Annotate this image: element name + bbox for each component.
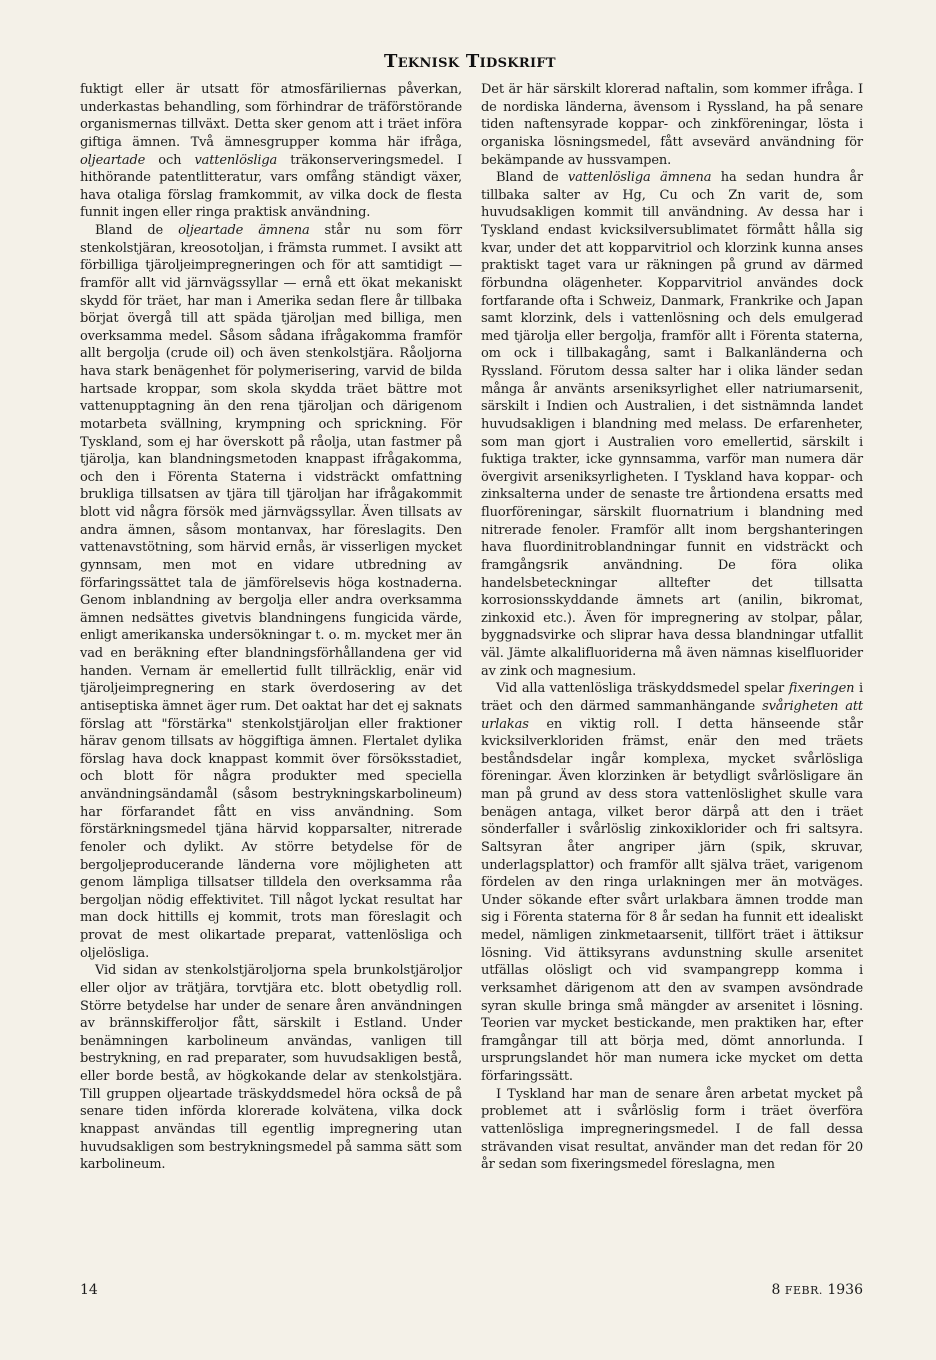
right-paragraph-4: I Tyskland har man de senare åren arbetat mycket på problemet att i svårlöslig form i träet överföra vattenlösliga impregneringsmedel. I de fall dessa strävanden visat resultat, använder man det redan för 20 år sedan som fixeringsmedel föreslagna, men <box>481 1086 863 1173</box>
issue-date: 8 FEBR. 1936 <box>771 1282 863 1298</box>
page-number: 14 <box>80 1282 98 1298</box>
right-column <box>481 81 863 1174</box>
right-paragraph-3: Vid alla vattenlösliga träskyddsmedel spelar fixeringen i träet och den därmed sammanhängande svårigheten att urlakas en viktig roll. I detta hänseende står kvicksilverkloriden främst, enär den med träets beståndsdelar ingår komplexa, mycket svårlösliga föreningar. Även klorzinken är betydligt svårlösligare än man på grund av dess stora vattenlöslighet skulle vara benägen antaga, vilket beror därpå att den i träet sönderfaller i svårlöslig zinkoxiklorider och fri saltsyra. Saltsyran åter angriper järn (spik, skruvar, underlagsplattor) och framför allt själva träet, varigenom fördelen av den ringa urlakningen mer än motväges. Under sökande efter svårt urlakbara ämnen trodde man sig i Förenta staterna för 8 år sedan ha funnit ett idealiskt medel, nämligen zinkmetaarsenit, tillfört träet i ättiksur lösning. Vid ättiksyrans avdunstning skulle arsenitet utfällas olösligt och vid svampangrepp komma i verksamhet därigenom att den av svampen avsöndrade syran skulle bringa små mängder av arsenitet i lösning. Teorien var mycket bestickande, men praktiken har, efter framgångar till att börja med, dömt annorlunda. I ursprungslandet hör man numera icke mycket om detta förfaringssätt. <box>481 681 863 1084</box>
journal-header: Teknisk Tidskrift <box>384 51 556 72</box>
right-paragraph-2: Bland de vattenlösliga ämnena ha sedan hundra år tillbaka salter av Hg, Cu och Zn varit de, som huvudsakligen kommit till användning. Av dessa har i Tyskland endast kvicksilversublimatet förmått hålla sig kvar, under det att kopparvitriol och klorzink kunna anses praktiskt taget vara ur räkningen på grund av därmed förbundna olägenheter. Kopparvitriol användes dock fortfarande ofta i Schweiz, Danmark, Frankrike och Japan samt klorzink, dels i vattenlösning och dels emulgerad med tjärolja eller bergolja, framför allt i Förenta staterna, om ock i tillbakagång, samt i Balkanländerna och Ryssland. Förutom dessa salter har i olika länder sedan många år använts arseniksyrlighet eller natriumarsenit, särskilt i Indien och Australien, i det sistnämnda landet huvudsakligen i blandning med melass. De erfarenheter, som man gjort i Australien voro emellertid, särskilt i fuktiga trakter, icke gynnsamma, varför man numera där övergivit arseniksyrligheten. I Tyskland hava koppar- och zinksalterna under de senaste tre årtiondena ersatts med fluorföreningar, särskilt fluornatrium i blandning med nitrerade fenoler. Framför allt inom bergshanteringen hava fluordinitroblandningar funnit en vidsträckt och framgångsrik användning. De föra olika handelsbeteckningar alltefter det tillsatta korrosionsskyddande ämnets art (anilin, bikromat, zinkoxid etc.). Även för impregnering av stolpar, pålar, byggnadsvirke och sliprar hava dessa blandningar utfallit väl. Jämte alkalifluoriderna må även nämnas kiselfluorider av zink och magnesium. <box>481 170 863 679</box>
left-paragraph-2: Bland de oljeartade ämnena står nu som förr stenkolstjäran, kreosotoljan, i främsta rummet. I avsikt att förbilliga tjäroljeimpregneringen och för att samtidigt — framför allt vid järnvägssyllar — ernå ett ökat mekaniskt skydd för träet, har man i Amerika sedan flere år tillbaka börjat övergå till att späda tjäroljan med billiga, men overksamma medel. Såsom sådana ifrågakomma framför allt bergolja (crude oil) och även stenkolstjära. Råoljorna hava stark benägenhet för polymerisering, varvid de bilda hartsade kroppar, som skola skydda träet bättre mot vattenupptagning än den rena tjäroljan och därigenom motarbeta svällning, krympning och sprickning. För Tyskland, som ej har överskott på råolja, utan fastmer på tjärolja, kan blandningsmetoden knappast ifrågakomma, och den i Förenta Staterna i vidsträckt omfattning brukliga tillsatsen av tjära till tjäroljan har ifrågakommit blott vid några försök med järnvägssyllar. Även tillsats av andra ämnen, såsom montanvax, har föreslagits. Den vattenavstötning, som härvid ernås, är visserligen mycket gynnsam, men mot en vidare utbredning av förfaringssättet tala de jämförelsevis höga kostnaderna. Genom inblandning av bergolja eller andra overksamma ämnen nedsättes givetvis blandningens fungicida värde, enligt amerikanska undersökningar t. o. m. mycket mer än vad en beräkning efter blandningsförhållandena ger vid handen. Vernam är emellertid fullt tillräcklig, enär vid tjäroljeimpregnering en stark överdosering av det antiseptiska ämnet äger rum. Det oaktat har det ej saknats förslag att "förstärka" stenkolstjäroljan eller fraktioner härav genom tillsats av högg​iftiga ämnen. Flertalet dylika förslag hava dock knappast kommit över försöksstadiet, och blott för några produkter med speciella användningsändamål (såsom bestrykningskarbolineum) har förfarandet fått en viss användning. Som förstärkningsmedel tjäna härvid kopparsalter, nitrerade fenoler och dylikt. Av större betydelse för de bergoljeproducerande länderna vore möjligheten att genom lämpliga tillsatser tilldela den overksamma råa bergoljan nödig effektivitet. Till något lyckat resultat har man dock hittills ej kommit, trots man föreslagit och provat de mest olikartade preparat, vattenlösliga och oljelösliga. <box>80 223 462 961</box>
left-paragraph-3: Vid sidan av stenkolstjäroljorna spela brunkolstjäroljor eller oljor av trätjära, torvtjära etc. blott obetydlig roll. Större betydelse har under de senare åren användningen av brännskifferoljor fått, särskilt i Estland. Under benämningen karbolineum användas, vanligen till bestrykning, en rad preparater, som huvudsakligen bestå, eller borde bestå, av högkokande delar av stenkolstjära. Till gruppen oljeartade träskyddsmedel höra också de på senare tiden införda klorerade kolvätena, vilka dock knappast användas till egentlig impregnering utan huvudsakligen som bestrykningsmedel på samma sätt som karbolineum. <box>80 963 462 1173</box>
left-column <box>80 81 462 1174</box>
right-paragraph-1: Det är här särskilt klorerad naftalin, som kommer ifråga. I de nordiska länderna, ävensom i Ryssland, ha på senare tiden naftensyrade koppar- och zinkföreningar, lösta i organiska lösningsmedel, fått avsevärd användning för bekämpande av hussvampen. <box>481 82 863 168</box>
left-paragraph-1: fuktigt eller är utsatt för atmosfäriliernas påverkan, underkastas behandling, som förhindrar de träförstörande organismernas tillväxt. Detta sker genom att i träet införa giftiga ämnen. Två ämnesgrupper komma här ifråga, oljeartade och vattenlösliga träkonserveringsmedel. I hithörande patentlitteratur, vars omfång ständigt växer, hava otaliga förslag framkommit, av vilka dock de flesta funnit ingen eller ringa praktisk användning. <box>80 82 462 221</box>
